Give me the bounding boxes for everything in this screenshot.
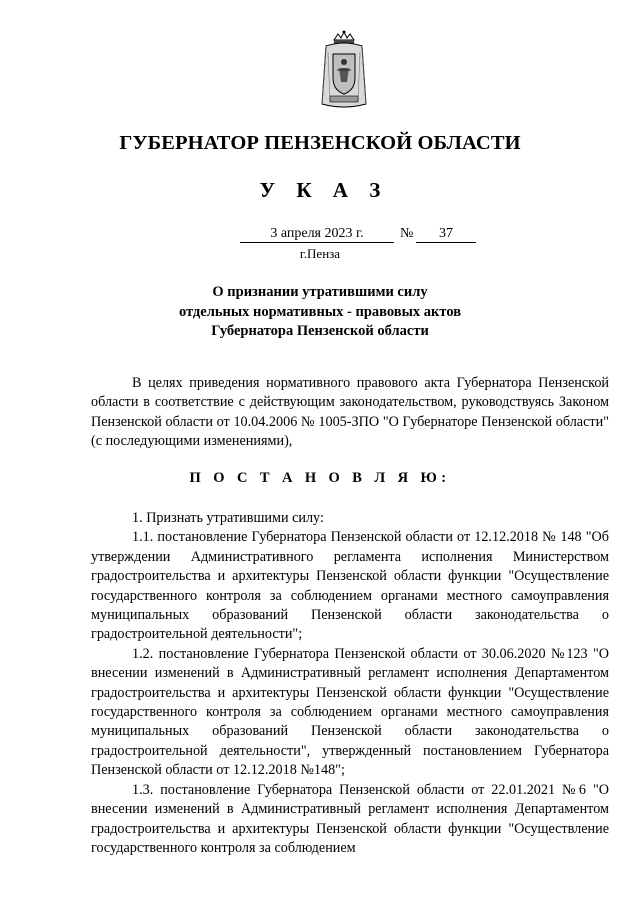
- issuing-authority: ГУБЕРНАТОР ПЕНЗЕНСКОЙ ОБЛАСТИ: [119, 132, 521, 154]
- coat-of-arms-icon: [318, 30, 370, 110]
- document-number: 37: [416, 226, 476, 243]
- clause-paragraph: 1.3. постановление Губернатора Пензенской области от 22.01.2021 №6 "О внесении изменений в Административный регламент исполнения Департаментом градостроительства и архитектуры Пензенской области функции "Осуществление государственного контроля за соблюдением: [91, 781, 609, 856]
- number-sign: №: [400, 226, 414, 241]
- decree-heading: П О С Т А Н О В Л Я Ю:: [189, 470, 451, 486]
- subject-line: Губернатора Пензенской области: [211, 323, 429, 339]
- subject-line: отдельных нормативных - правовых актов: [178, 303, 462, 320]
- preamble-paragraph: В целях приведения нормативного правового акта Губернатора Пензенской области в соответствие с действующим законодательством, руководствуясь Законом Пензенской области от 10.04.2006 № 1005-ЗПО "О Губернаторе Пензенской области" (с последующими изменениями),: [91, 375, 609, 450]
- clauses-section: [91, 509, 609, 858]
- issue-city: г.Пенза: [299, 246, 341, 261]
- clause-paragraph: 1. Признать утратившими силу:: [132, 510, 324, 526]
- clause-paragraph: 1.1. постановление Губернатора Пензенской области от 12.12.2018 № 148 "Об утверждении Административного регламента исполнения Министерством градостроительства и архитектуры Пензенской области функции "Осуществление государственного контроля за соблюдением органами местного самоуправления муниципальных образований Пензенской области законодательства о градостроительной деятельности";: [91, 529, 609, 643]
- document-type: У К А З: [259, 178, 389, 202]
- subject-line: О признании утратившими силу: [212, 284, 428, 300]
- document-date: 3 апреля 2023 г.: [240, 226, 394, 243]
- clause-paragraph: 1.2. постановление Губернатора Пензенской области от 30.06.2020 №123 "О внесении изменений в Административный регламент исполнения Департаментом градостроительства и архитектуры Пензенской области функции "Осуществление государственного контроля за соблюдением органами местного самоуправления муниципальных образований Пензенской области законодательства о градостроительной деятельности", утвержденный постановлением Губернатора Пензенской области от 12.12.2018 №148";: [91, 645, 609, 779]
- document-subject: [120, 283, 520, 342]
